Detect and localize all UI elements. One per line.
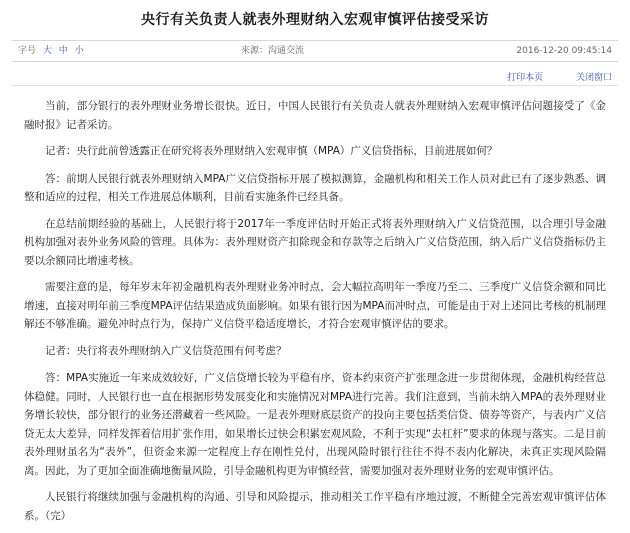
font-size-switcher xyxy=(18,41,84,61)
article-paragraph: 记者：央行将表外理财纳入广义信贷范围有何考虑？ xyxy=(45,344,287,357)
article-date: 2016-12-20 09:45:14 xyxy=(516,46,612,56)
article-paragraph: 当前，部分银行的表外理财业务增长很快。近日，中国人民银行有关负责人就表外理财纳入宏观审慎评估问题接受了《金融时报》记者采访。 xyxy=(24,100,606,131)
article-paragraph: 答：MPA实施近一年来成效较好，广义信贷增长较为平稳有序，资本约束资产扩张理念进一步贯彻体现，金融机构经营总体稳健。同时，人民银行也一直在根据形势发展变化和实施情况对MPA进行完善。我们注意到，当前未纳入MPA的表外理财业务增长较快，部分银行的业务还潜藏着一些风险。一是表外理财底层资产的投向主要包括类信贷、债券等资产，与表内广义信贷无太大差异，同样发挥着信用扩张作用，如果增长过快会积累宏观风险，不利于实现“去杠杆”要求的体现与落实。二是目前表外理财虽名为“表外”，但资金来源一定程度上存在刚性兑付，出现风险时银行往往不得不表内化解决，未真正实现风险隔离。因此，为了更加全面准确地衡量风险，引导金融机构更为审慎经营，需要加强对表外理财业务的宏观审慎评估。 xyxy=(24,372,606,477)
article-paragraph: 记者：央行此前曾透露正在研究将表外理财纳入宏观审慎（MPA）广义信贷指标，目前进展如何？ xyxy=(45,145,498,157)
article-source: 来源：沟通交流 xyxy=(241,46,305,56)
article-tools xyxy=(477,70,612,83)
article-body xyxy=(24,97,606,533)
font-size-small-link[interactable]: 小 xyxy=(74,46,84,56)
article-paragraph: 在总结前期经验的基础上，人民银行将于2017年一季度评估时开始正式将表外理财纳入广义信贷范围，以合理引导金融机构加强对表外业务风险的管理。具体为：表外理财资产扣除现金和存款等之后纳入广义信贷范围，纳入后广义信贷指标仍主要以余额同比增速考核。 xyxy=(24,217,606,267)
article-meta-bar xyxy=(12,40,618,62)
divider xyxy=(12,85,618,86)
print-page-link[interactable]: 打印本页 xyxy=(507,73,544,83)
article-paragraph: 答：前期人民银行就表外理财纳入MPA广义信贷指标开展了模拟测算，金融机构和相关工作人员对此已有了逐步熟悉、调整和适应的过程，相关工作进展总体顺利，目前看实施条件已经具备。 xyxy=(24,172,606,203)
article-paragraph: 需要注意的是，每年岁末年初金融机构表外理财业务冲时点，会大幅拉高明年一季度乃至二、三季度广义信贷余额和同比增速，直接对明年前三季度MPA评估结果造成负面影响。如果有银行因为MPA而冲时点，可能是由于对上述同比考核的机制理解还不够准确。避免冲时点行为，保持广义信贷平稳适度增长，才符合宏观审慎评估的要求。 xyxy=(24,281,606,330)
article-title: 央行有关负责人就表外理财纳入宏观审慎评估接受采访 xyxy=(141,12,489,28)
article-paragraph: 人民银行将继续加强与金融机构的沟通、引导和风险提示，推动相关工作平稳有序地过渡，不断健全完善宏观审慎评估体系。（完） xyxy=(24,491,606,522)
font-size-label: 字号 xyxy=(18,46,37,56)
font-size-medium-link[interactable]: 中 xyxy=(58,46,68,56)
font-size-large-link[interactable]: 大 xyxy=(42,46,52,56)
close-window-link[interactable]: 关闭窗口 xyxy=(575,73,612,83)
